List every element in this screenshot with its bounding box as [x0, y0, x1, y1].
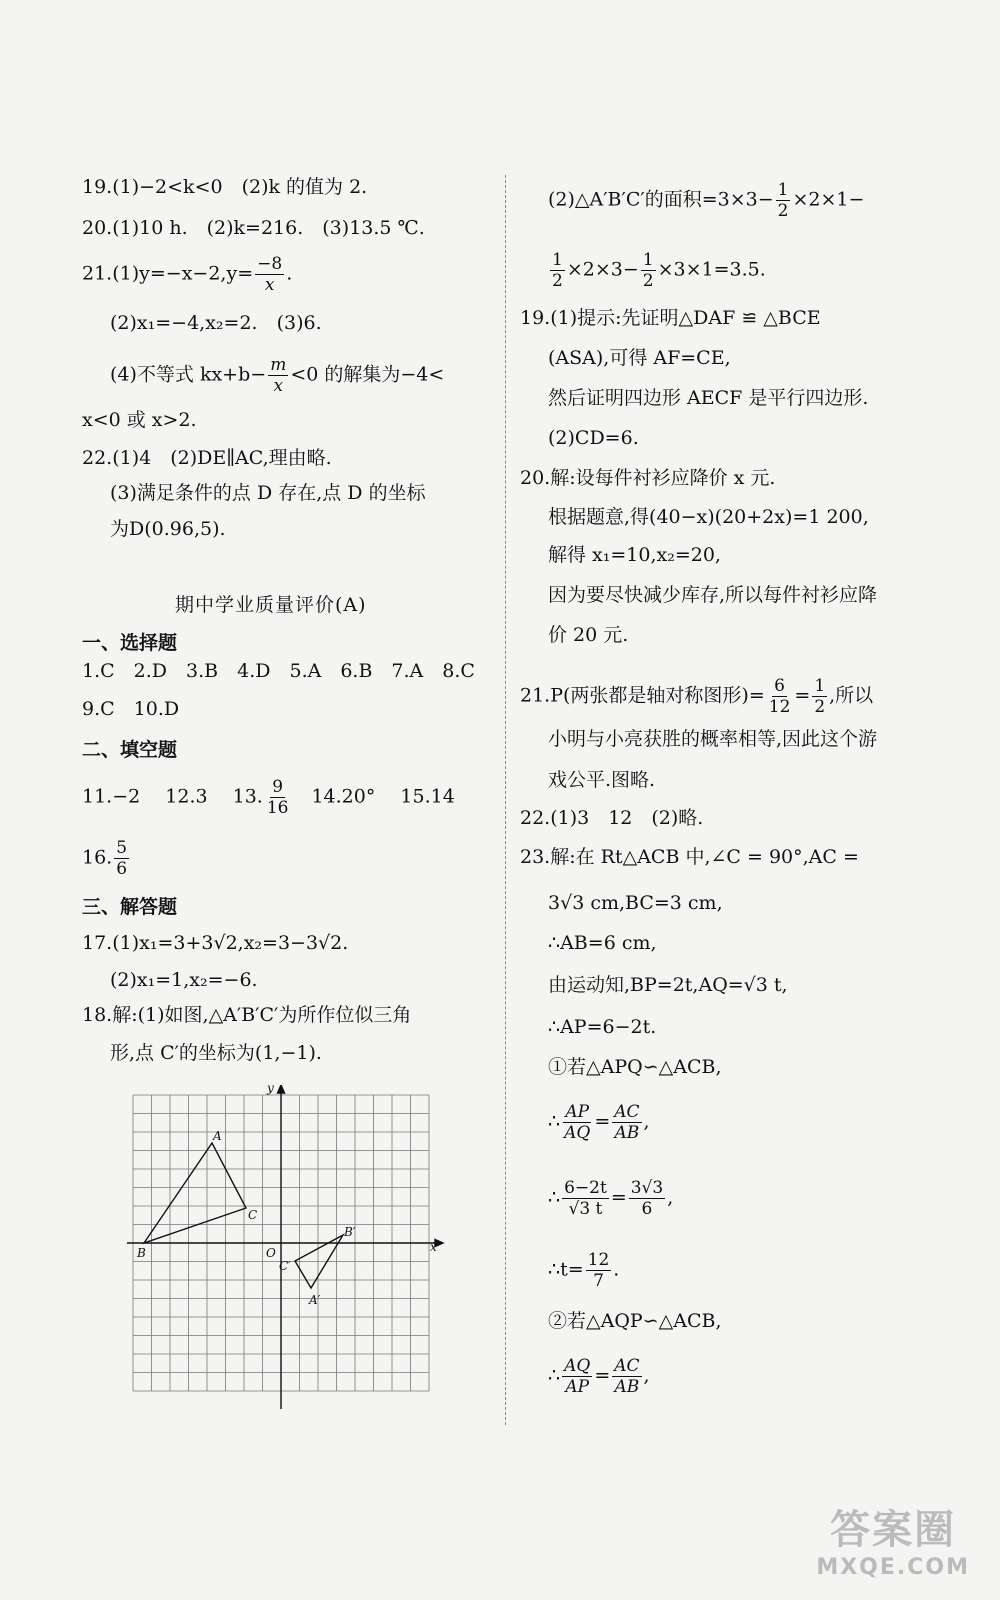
- point-label-b-prime: B′: [344, 1225, 356, 1239]
- numerator: 3√3: [630, 1178, 664, 1198]
- text: ,: [643, 1110, 650, 1133]
- fraction: [268, 355, 288, 396]
- answer-q20: 20.解:设每件衬衫应降价 x 元.: [520, 467, 776, 489]
- text: ,所以: [829, 684, 874, 707]
- text: ∴t=: [548, 1258, 584, 1281]
- answer-q22-1: 22.(1)4 (2)DE∥AC,理由略.: [82, 447, 332, 469]
- fraction: [586, 1250, 612, 1291]
- axes: [127, 1085, 443, 1409]
- denominator: 12: [768, 697, 791, 717]
- y-axis-arrow: [278, 1085, 285, 1093]
- text: ∴: [548, 1364, 561, 1387]
- numerator: 6: [774, 676, 785, 696]
- answer-q19-2: (2)CD=6.: [548, 427, 639, 449]
- x-axis-label: x: [430, 1240, 437, 1254]
- answer-q18-cont: 形,点 C′的坐标为(1,−1).: [110, 1042, 322, 1064]
- origin-label: O: [266, 1246, 276, 1260]
- section-heading-choice: 一、选择题: [82, 632, 178, 654]
- fraction: [776, 180, 791, 221]
- answer-q21-1: [82, 254, 292, 295]
- text: 16.: [82, 846, 113, 869]
- denominator: 6: [641, 1199, 653, 1219]
- denominator: AQ: [564, 1123, 591, 1143]
- numerator: 1: [814, 676, 826, 696]
- numerator: −8: [257, 254, 283, 274]
- text: =: [794, 684, 811, 707]
- text: ∴: [548, 1110, 561, 1133]
- answer-q23-case1: ①若△APQ∽△ACB,: [548, 1056, 722, 1078]
- fraction: [255, 254, 284, 295]
- answer-q23-case2: ②若△AQP∽△ACB,: [548, 1310, 722, 1332]
- answer-q23-case1-ratio: [548, 1102, 650, 1143]
- denominator: AB: [614, 1377, 640, 1397]
- answer-q23-case2-ratio: [548, 1356, 650, 1397]
- answer-q18-2-cont: [548, 250, 766, 291]
- fraction: [629, 1178, 665, 1219]
- denominator: x: [273, 376, 284, 396]
- numerator: 1: [642, 250, 654, 270]
- text: ∴: [548, 1186, 561, 1209]
- answer-q18-2: [548, 180, 864, 221]
- numerator: AP: [565, 1102, 590, 1122]
- watermark-text-en: MXQE.COM: [816, 1555, 970, 1580]
- text: .: [286, 262, 293, 285]
- denominator: AP: [565, 1377, 590, 1397]
- numerator: 12: [587, 1250, 610, 1270]
- text: =: [594, 1110, 611, 1133]
- text: 14.20° 15.14: [292, 785, 455, 808]
- point-label-a-prime: A′: [309, 1293, 321, 1307]
- answer-q23-given: 3√3 cm,BC=3 cm,: [548, 892, 723, 914]
- point-label-c-prime: C′: [279, 1259, 291, 1273]
- answer-q20-final: 价 20 元.: [548, 624, 629, 646]
- answer-q17-1: 17.(1)x₁=3+3√2,x₂=3−3√2.: [82, 932, 349, 954]
- numerator: 1: [777, 180, 789, 200]
- fraction: [612, 1356, 641, 1397]
- fraction: [612, 1102, 641, 1143]
- text: ×2×3−: [566, 258, 639, 281]
- answer-q22-3-cont: 为D(0.96,5).: [110, 518, 226, 540]
- point-label-b: B: [137, 1246, 146, 1260]
- text: .: [613, 1258, 620, 1281]
- answer-q19-1: 19.(1)提示:先证明△DAF ≌ △BCE: [520, 307, 821, 329]
- text: =: [594, 1364, 611, 1387]
- answer-q22-3: (3)满足条件的点 D 存在,点 D 的坐标: [110, 482, 426, 504]
- watermark-logo: [816, 1498, 970, 1580]
- answer-q23: 23.解:在 Rt△ACB 中,∠C = 90°,AC =: [520, 846, 859, 868]
- fill-answer-q16: [82, 838, 131, 879]
- answer-q21-2: (2)x₁=−4,x₂=2. (3)6.: [110, 312, 322, 334]
- answer-q23-case1-sub: [548, 1178, 673, 1219]
- point-label-a: A: [213, 1129, 222, 1143]
- denominator: 2: [777, 201, 789, 221]
- section-heading-solve: 三、解答题: [82, 896, 178, 918]
- fraction: [562, 1178, 609, 1219]
- choice-answers-row2: 9.C 10.D: [82, 698, 180, 720]
- text: 21.(1)y=−x−2,y=: [82, 262, 254, 285]
- section-heading-fill: 二、填空题: [82, 739, 178, 761]
- numerator: AC: [614, 1102, 640, 1122]
- answer-q22: 22.(1)3 12 (2)略.: [520, 807, 704, 829]
- answer-q21-cont: 小明与小亮获胜的概率相等,因此这个游: [548, 728, 878, 750]
- text: 21.P(两张都是轴对称图形)=: [520, 684, 765, 707]
- numerator: m: [270, 355, 287, 375]
- answer-q23-case1-t: [548, 1250, 619, 1291]
- triangle-abc: [144, 1143, 246, 1243]
- fraction: [562, 1356, 592, 1397]
- denominator: 16: [266, 798, 289, 818]
- answer-q23-ab: ∴AB=6 cm,: [548, 932, 657, 954]
- text: (2)△A′B′C′的面积=3×3−: [548, 188, 774, 211]
- numerator: 6−2t: [564, 1178, 607, 1198]
- answer-q20: 20.(1)10 h. (2)k=216. (3)13.5 ℃.: [82, 217, 425, 239]
- choice-answers-row1: 1.C 2.D 3.B 4.D 5.A 6.B 7.A 8.C: [82, 660, 475, 682]
- answer-q23-motion: 由运动知,BP=2t,AQ=√3 t,: [548, 974, 788, 996]
- numerator: 1: [552, 250, 563, 270]
- answer-q21: [520, 676, 873, 717]
- answer-q20-eq: 根据题意,得(40−x)(20+2x)=1 200,: [548, 506, 869, 528]
- answer-q23-ap: ∴AP=6−2t.: [548, 1016, 657, 1038]
- numerator: AQ: [564, 1356, 591, 1376]
- answer-q20-reason: 因为要尽快减少库存,所以每件衬衫应降: [548, 584, 878, 606]
- fill-answers: [82, 777, 455, 818]
- numerator: AC: [614, 1356, 640, 1376]
- text: ,: [667, 1186, 674, 1209]
- text: =: [610, 1186, 627, 1209]
- denominator: 2: [552, 271, 563, 291]
- answer-q21-4: [110, 355, 444, 396]
- coordinate-grid-figure: [125, 1085, 460, 1410]
- answer-q18: 18.解:(1)如图,△A′B′C′为所作位似三角: [82, 1004, 412, 1026]
- text: 11.−2 12.3 13.: [82, 785, 263, 808]
- numerator: 9: [272, 777, 284, 797]
- exam-title: 期中学业质量评价(A): [175, 594, 367, 616]
- answer-q19-1-cont: (ASA),可得 AF=CE,: [548, 347, 731, 369]
- fraction: [641, 250, 656, 291]
- point-label-c: C: [248, 1208, 258, 1222]
- fraction: [265, 777, 291, 818]
- answer-q19: 19.(1)−2<k<0 (2)k 的值为 2.: [82, 176, 368, 198]
- fraction: [562, 1102, 592, 1143]
- text: (4)不等式 kx+b−: [110, 363, 267, 386]
- fraction: [812, 676, 827, 717]
- answer-q21-cont2: 戏公平.图略.: [548, 769, 656, 791]
- fraction: [114, 838, 129, 879]
- text: ,: [643, 1364, 650, 1387]
- denominator: √3 t: [568, 1199, 603, 1219]
- answer-q21-4-cont: x<0 或 x>2.: [82, 409, 197, 431]
- text: ×2×1−: [792, 188, 865, 211]
- denominator: 6: [116, 859, 128, 879]
- text: <0 的解集为−4<: [290, 363, 445, 386]
- y-axis-label: y: [267, 1085, 274, 1095]
- fraction: [550, 250, 565, 291]
- answer-q20-sol: 解得 x₁=10,x₂=20,: [548, 544, 721, 566]
- numerator: 5: [116, 838, 128, 858]
- denominator: AB: [614, 1123, 640, 1143]
- fraction: [767, 676, 793, 717]
- column-divider: [505, 175, 506, 1425]
- answer-q19-1-cont2: 然后证明四边形 AECF 是平行四边形.: [548, 387, 869, 409]
- denominator: 7: [593, 1271, 604, 1291]
- text: ×3×1=3.5.: [657, 258, 766, 281]
- watermark-text-cn: 答案圈: [830, 1507, 957, 1553]
- denominator: 2: [814, 697, 826, 717]
- denominator: 2: [642, 271, 654, 291]
- answer-q17-2: (2)x₁=1,x₂=−6.: [110, 969, 258, 991]
- denominator: x: [264, 275, 275, 295]
